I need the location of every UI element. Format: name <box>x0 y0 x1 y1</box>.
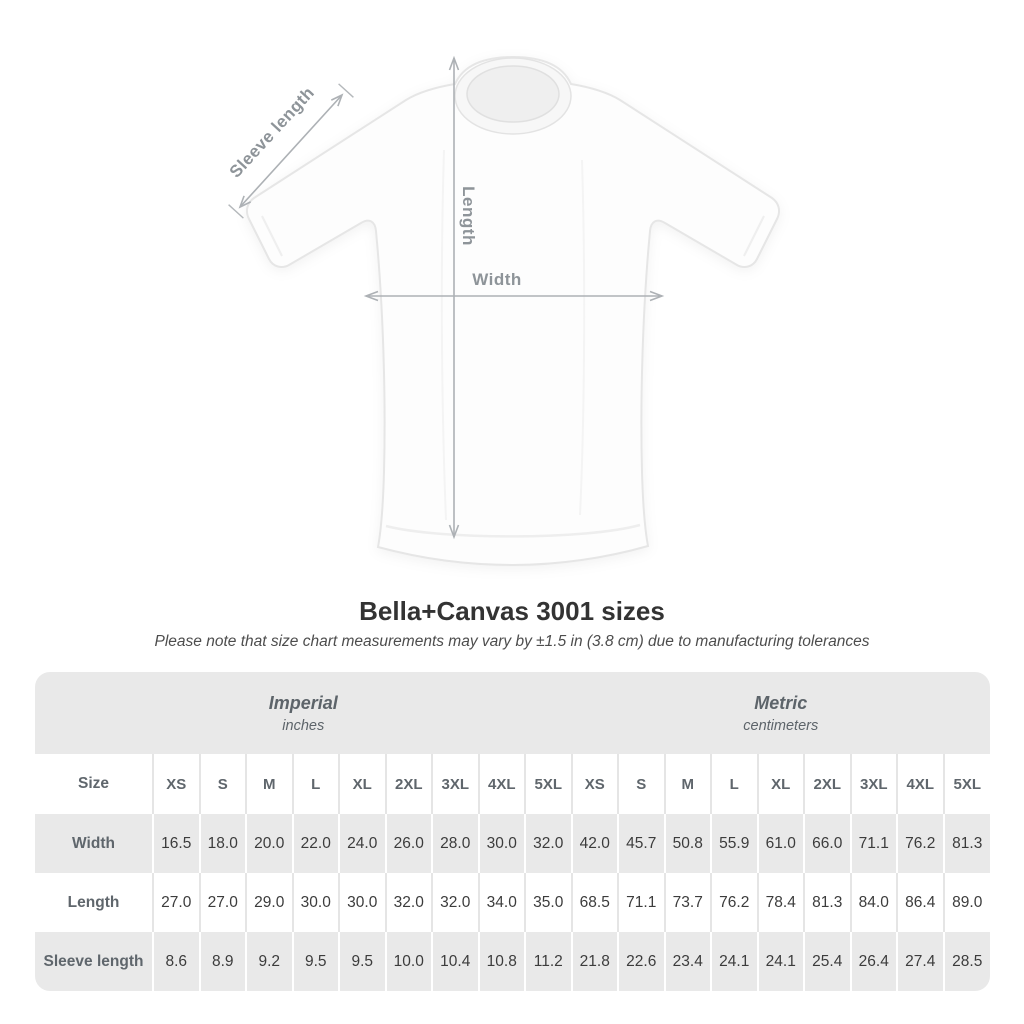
measurement-value: 71.1 <box>851 814 898 873</box>
measurement-value: 23.4 <box>665 932 712 991</box>
measurement-value: 29.0 <box>246 873 293 932</box>
imperial-group-header <box>35 672 572 754</box>
measurement-value: 24.1 <box>758 932 805 991</box>
sleeve-length-label: Sleeve length <box>225 83 319 182</box>
measurement-value: 34.0 <box>479 873 526 932</box>
measurement-value: 20.0 <box>246 814 293 873</box>
size-column-header: 5XL <box>944 754 991 814</box>
measurement-value: 27.0 <box>200 873 247 932</box>
measurement-value: 35.0 <box>525 873 572 932</box>
tolerance-note: Please note that size chart measurements may vary by ±1.5 in (3.8 cm) due to manufacturing tolerances <box>154 633 870 650</box>
measurement-value: 9.2 <box>246 932 293 991</box>
measurement-value: 78.4 <box>758 873 805 932</box>
measurement-value: 84.0 <box>851 873 898 932</box>
measurement-value: 73.7 <box>665 873 712 932</box>
measurement-value: 8.9 <box>200 932 247 991</box>
measurement-value: 30.0 <box>479 814 526 873</box>
size-column-header: 4XL <box>479 754 526 814</box>
measurement-row <box>35 814 990 873</box>
measurement-value: 89.0 <box>944 873 991 932</box>
measurement-value: 24.0 <box>339 814 386 873</box>
size-column-header: 4XL <box>897 754 944 814</box>
size-column-header: 3XL <box>432 754 479 814</box>
measurement-value: 18.0 <box>200 814 247 873</box>
tshirt-image <box>247 57 779 565</box>
width-label: Width <box>472 270 522 289</box>
measurement-value: 21.8 <box>572 932 619 991</box>
measurement-value: 55.9 <box>711 814 758 873</box>
measurement-value: 22.0 <box>293 814 340 873</box>
measurement-value: 8.6 <box>153 932 200 991</box>
measurement-value: 28.5 <box>944 932 991 991</box>
size-header-row <box>35 754 990 814</box>
measurement-value: 9.5 <box>293 932 340 991</box>
measurement-value: 81.3 <box>944 814 991 873</box>
size-column-header: S <box>618 754 665 814</box>
size-column-header: XS <box>572 754 619 814</box>
measurement-value: 45.7 <box>618 814 665 873</box>
measurement-value: 32.0 <box>525 814 572 873</box>
size-chart-table <box>35 672 990 991</box>
heading-block <box>0 596 1024 651</box>
measurement-value: 26.0 <box>386 814 433 873</box>
metric-unit: centimeters <box>743 717 819 734</box>
measurement-value: 11.2 <box>525 932 572 991</box>
measurement-value: 10.4 <box>432 932 479 991</box>
size-column-header: M <box>246 754 293 814</box>
size-column-header: 2XL <box>804 754 851 814</box>
measurement-value: 32.0 <box>432 873 479 932</box>
measurement-row-label: Sleeve length <box>35 932 153 991</box>
measurement-value: 28.0 <box>432 814 479 873</box>
size-column-header: XL <box>758 754 805 814</box>
imperial-unit: inches <box>282 717 325 734</box>
measurement-value: 42.0 <box>572 814 619 873</box>
tshirt-neck-opening <box>467 66 559 122</box>
measurement-value: 10.0 <box>386 932 433 991</box>
measurement-value: 61.0 <box>758 814 805 873</box>
length-label: Length <box>459 186 478 246</box>
page-title: Bella+Canvas 3001 sizes <box>359 596 665 626</box>
size-table-body <box>35 672 990 991</box>
size-column-header: L <box>293 754 340 814</box>
metric-group-header <box>572 672 991 754</box>
size-column-header: L <box>711 754 758 814</box>
measurement-value: 68.5 <box>572 873 619 932</box>
measurement-value: 76.2 <box>897 814 944 873</box>
size-column-header: S <box>200 754 247 814</box>
measurement-value: 24.1 <box>711 932 758 991</box>
measurement-value: 81.3 <box>804 873 851 932</box>
measurement-row <box>35 873 990 932</box>
measurement-value: 30.0 <box>339 873 386 932</box>
size-column-header: XL <box>339 754 386 814</box>
measurement-row-label: Length <box>35 873 153 932</box>
size-column-header: XS <box>153 754 200 814</box>
measurement-row-label: Width <box>35 814 153 873</box>
measurement-value: 30.0 <box>293 873 340 932</box>
size-column-header: 5XL <box>525 754 572 814</box>
measurement-value: 76.2 <box>711 873 758 932</box>
size-column-header: 2XL <box>386 754 433 814</box>
measurement-value: 86.4 <box>897 873 944 932</box>
measurement-value: 32.0 <box>386 873 433 932</box>
measurement-value: 27.4 <box>897 932 944 991</box>
measurement-value: 22.6 <box>618 932 665 991</box>
measurement-value: 71.1 <box>618 873 665 932</box>
size-column-header: M <box>665 754 712 814</box>
measurement-value: 27.0 <box>153 873 200 932</box>
measurement-value: 9.5 <box>339 932 386 991</box>
imperial-label: Imperial <box>268 692 338 713</box>
measurement-value: 66.0 <box>804 814 851 873</box>
size-column-header: 3XL <box>851 754 898 814</box>
metric-label: Metric <box>754 692 808 713</box>
unit-band-row <box>35 672 990 754</box>
measurement-value: 25.4 <box>804 932 851 991</box>
measurement-value: 16.5 <box>153 814 200 873</box>
measurement-row <box>35 932 990 991</box>
measurement-value: 10.8 <box>479 932 526 991</box>
measurement-value: 50.8 <box>665 814 712 873</box>
size-header-label: Size <box>35 754 153 814</box>
measurement-value: 26.4 <box>851 932 898 991</box>
